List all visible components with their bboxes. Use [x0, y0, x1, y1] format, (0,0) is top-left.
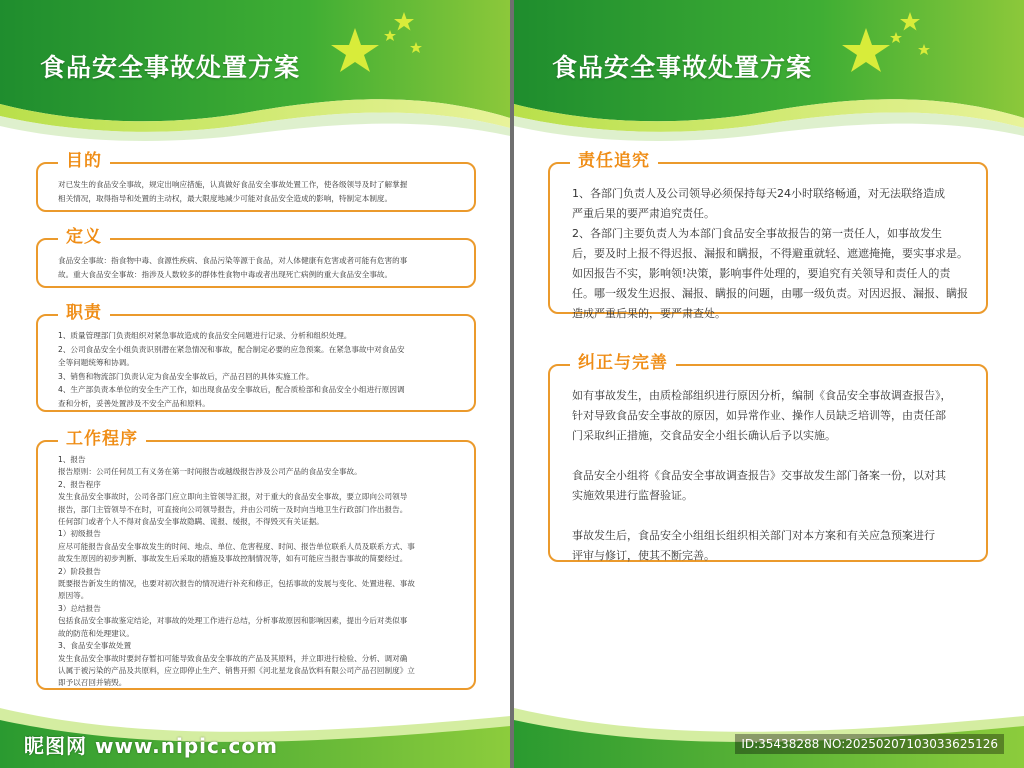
text-line: 任何部门或者个人不得对食品安全事故隐瞒、谎报、缓报，不得毁灭有关证据。: [58, 517, 324, 527]
text-line: 如因报告不实，影响领!决策，影响事件处理的，要追究有关领导和责任人的责: [572, 267, 951, 280]
text-line: 报告，部门主管领导不在时，可直接向公司领导报告，并由公司统一及时向当地卫生行政部门作出报告。: [58, 504, 408, 514]
text-line: 1、报告: [58, 455, 86, 464]
nipic-logo: 昵图网: [24, 734, 87, 758]
accountability-card: [548, 151, 988, 320]
text-line: 针对导致食品安全事故的原因，如异常作业、操作人员缺乏培训等，由责任部: [572, 409, 946, 422]
text-line: 报告原则：公司任何员工有义务在第一时间报告或越级报告涉及公司产品的食品安全事故。: [58, 467, 362, 477]
text-line: 3、销售和物流部门负责认定为食品安全事故后，产品召回的具体实施工作。: [58, 371, 314, 381]
text-line: 查和分析，妥善处置涉及不安全产品和原料。: [58, 398, 210, 408]
nipic-watermark: [24, 730, 278, 759]
text-line: 3）总结报告: [58, 603, 101, 613]
text-line: 包括食品安全事故鉴定结论，对事故的处理工作进行总结，分析事故原因和影响因素，提出今后对类似事: [58, 616, 408, 626]
left-panel: [0, 0, 510, 768]
right-panel: [514, 0, 1024, 768]
text-line: 发生食品安全事故时要封存暂扣可能导致食品安全事故的产品及其原料，并立即进行检验、分析、调对确: [58, 653, 408, 663]
card-label: 职责: [58, 302, 110, 324]
card-label: 纠正与完善: [570, 352, 676, 374]
text-line: 2、公司食品安全小组负责识别潜在紧急情况和事故，配合制定必要的应急预案。在紧急事故中对食品安: [58, 344, 405, 354]
purpose-card: [36, 151, 476, 212]
text-line: 4、生产部负责本单位的安全生产工作，如出现食品安全事故后，配合质检部和食品安全小组进行原因调: [58, 385, 405, 395]
footer-wave: [514, 688, 1024, 768]
text-line: 全等问题统筹和协调。: [58, 358, 134, 368]
nipic-url: www.nipic.com: [95, 734, 278, 758]
card-body: [38, 442, 474, 690]
text-line: 故。重大食品安全事故：指涉及人数较多的群体性食物中毒或者出现死亡病例的重大食品安全事故。: [58, 269, 393, 279]
image-id-watermark: ID:35438288 NO:20250207103033625126: [735, 734, 1004, 754]
text-line: 原因等。: [58, 591, 89, 601]
card-label: 定义: [58, 226, 110, 248]
text-line: 应尽可能报告食品安全事故发生的时间、地点、单位、危害程度、时间、报告单位联系人员及联系方式、事: [58, 541, 415, 551]
card-body: [38, 316, 474, 411]
card-label: 责任追究: [570, 150, 658, 172]
procedure-card: [36, 429, 476, 690]
definition-card: [36, 227, 476, 288]
text-line: 食品安全小组将《食品安全事故调查报告》交事故发生部门备案一份，以对其: [572, 469, 946, 482]
text-line: 故发生原因的初步判断、事故发生后采取的措施及事故控制情况等，如有可能应当报告事故的简要经过。: [58, 554, 408, 564]
card-body: [550, 164, 986, 324]
text-line: 相关情况，取得指导和处置的主动权，最大限度地减少可能对食品安全造成的影响，特制定本制度。: [58, 193, 393, 203]
text-line: 即予以召回并销毁。: [58, 678, 127, 688]
text-line: 食品安全事故：指食物中毒、食源性疾病、食品污染等源于食品，对人体健康有危害或者可能有危害的事: [58, 256, 408, 265]
text-line: 评审与修订，使其不断完善。: [572, 549, 715, 562]
text-line: 实施效果进行监督验证。: [572, 489, 693, 502]
text-line: 1、质量管理部门负责组织对紧急事故造成的食品安全问题进行记录、分析和组织处理。: [58, 331, 352, 340]
card-label: 目的: [58, 150, 110, 172]
text-line: 故的防范和处理建议。: [58, 628, 134, 638]
text-line: 任。哪一级发生迟报、漏报、瞒报的问题，由哪一级负责。对因迟报、漏报、瞒报: [572, 287, 968, 300]
text-line: 3、食品安全事故处置: [58, 641, 132, 651]
panel-title: 食品安全事故处置方案: [552, 53, 813, 82]
text-line: 后，要及时上报不得迟报、漏报和瞒报，不得避重就轻、遮遮掩掩，要实事求是。: [572, 247, 968, 260]
text-line: 门采取纠正措施，交食品安全小组长确认后予以实施。: [572, 429, 836, 442]
text-line: 2）阶段报告: [58, 566, 101, 576]
duties-card: [36, 303, 476, 412]
text-line: 如有事故发生，由质检部组织进行原因分析，编制《食品安全事故调查报告》，: [572, 389, 952, 402]
text-line: 既要报告新发生的情况，也要对初次报告的情况进行补充和修正，包括事故的发展与变化、处置进程、事故: [58, 579, 415, 589]
text-line: 1、各部门负责人及公司领导必须保持每天24小时联络畅通，对无法联络造成: [572, 187, 945, 200]
text-line: 严重后果的要严肃追究责任。: [572, 207, 715, 220]
text-line: 2、各部门主要负责人为本部门食品安全事故报告的第一责任人，如事故发生: [572, 227, 942, 240]
text-line: 造成严重后果的，要严肃查处。: [572, 307, 726, 320]
text-line: 1）初级报告: [58, 529, 101, 539]
text-line: 事故发生后，食品安全小组组长组织相关部门对本方案和有关应急预案进行: [572, 529, 935, 542]
text-line: 对已发生的食品安全事故，规定出响应措施，认真做好食品安全事故处置工作，使各级领导及时了解掌握: [58, 180, 408, 189]
card-body: [550, 366, 986, 566]
text-line: 2、报告程序: [58, 479, 101, 489]
text-line: 认属于被污染的产品及共原料，应立即停止生产、销售开照《河北星龙食品饮料有限公司产品召回制度》立: [58, 665, 415, 675]
correction-card: [548, 353, 988, 562]
text-line: 发生食品安全事故时，公司各部门应立即向主管领导汇报，对于重大的食品安全事故，要立即向公司领导: [58, 492, 408, 502]
card-label: 工作程序: [58, 428, 146, 450]
panel-title: 食品安全事故处置方案: [40, 53, 301, 82]
